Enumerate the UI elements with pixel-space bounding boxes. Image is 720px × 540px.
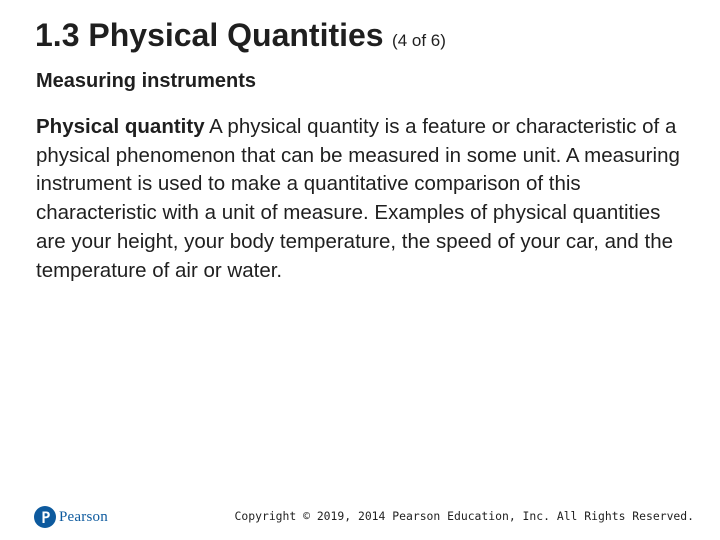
slide-title xyxy=(35,18,446,53)
body-term: Physical quantity xyxy=(36,115,205,138)
subheading: Measuring instruments xyxy=(36,70,257,92)
title-page-indicator: (4 of 6) xyxy=(392,31,446,50)
pearson-wordmark: Pearson xyxy=(59,508,108,525)
pearson-p-icon xyxy=(34,506,56,528)
body-description: A physical quantity is a feature or characteristic of a physical phenomenon that can be measured in some unit. A measuring instrument is used to make a quantitative comparison of this characteristic with a unit of measure. Examples of physical quantities are your height, your body temperature, the speed of your car, and the temperature of air or water. xyxy=(36,115,680,282)
title-main: 1.3 Physical Quantities xyxy=(35,17,384,53)
body-paragraph xyxy=(36,113,684,285)
copyright-notice: Copyright © 2019, 2014 Pearson Education, Inc. All Rights Reserved. xyxy=(234,509,694,523)
pearson-logo xyxy=(34,506,108,528)
